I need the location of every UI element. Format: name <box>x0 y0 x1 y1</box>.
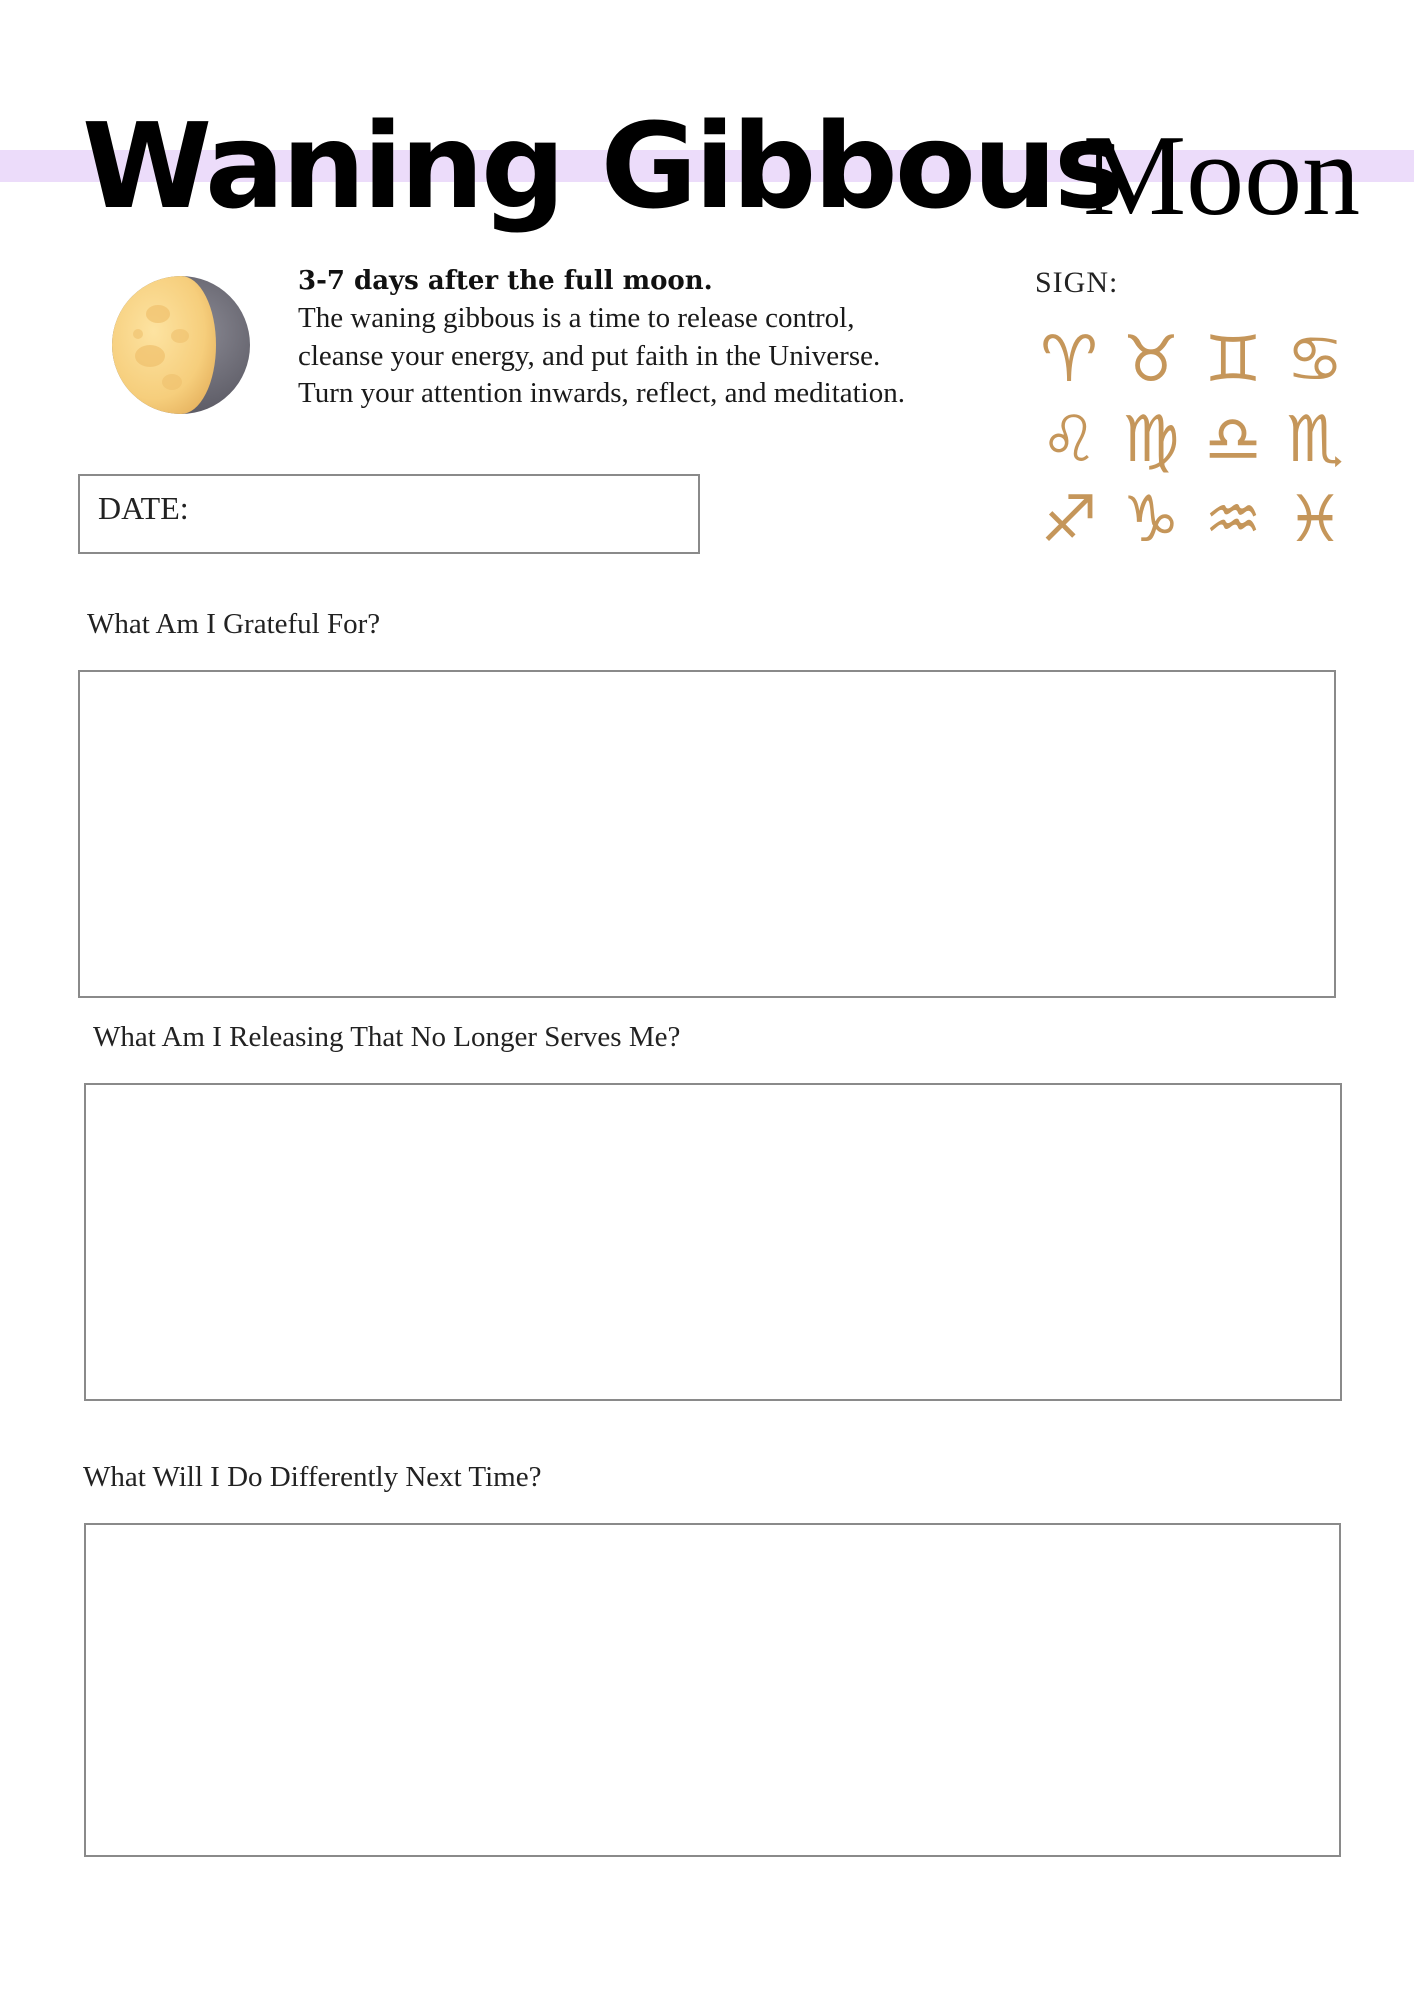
sagittarius-icon[interactable]: ♐ <box>1040 483 1098 557</box>
intro-heading: 3-7 days after the full moon. <box>298 266 713 296</box>
differently-answer-box[interactable] <box>84 1523 1341 1857</box>
capricorn-icon[interactable]: ♑ <box>1122 483 1180 557</box>
libra-icon[interactable]: ♎ <box>1204 403 1262 477</box>
date-field[interactable] <box>78 474 700 554</box>
cancer-icon[interactable]: ♋ <box>1286 323 1344 397</box>
page-title-bold: Waning Gibbous <box>82 97 1122 235</box>
virgo-icon[interactable]: ♍ <box>1122 403 1180 477</box>
date-label: DATE: <box>98 490 189 526</box>
aries-icon[interactable]: ♈ <box>1040 323 1098 397</box>
zodiac-symbol-grid <box>1028 320 1354 560</box>
differently-question-label: What Will I Do Differently Next Time? <box>83 1461 542 1493</box>
grateful-answer-box[interactable] <box>78 670 1336 998</box>
leo-icon[interactable]: ♌ <box>1040 403 1098 477</box>
scorpio-icon[interactable]: ♏ <box>1286 403 1344 477</box>
aquarius-icon[interactable]: ♒ <box>1204 483 1262 557</box>
intro-body: The waning gibbous is a time to release control, cleanse your energy, and put faith in the Universe. Turn your attention inwards, reflect, and meditation. <box>298 302 905 409</box>
releasing-question-label: What Am I Releasing That No Longer Serves Me? <box>93 1021 681 1053</box>
sign-label: SIGN: <box>1035 266 1119 299</box>
intro-text-block <box>298 262 938 413</box>
gemini-icon[interactable]: ♊ <box>1204 323 1262 397</box>
grateful-question-label: What Am I Grateful For? <box>87 608 381 640</box>
waning-gibbous-moon-icon <box>110 274 252 416</box>
releasing-answer-box[interactable] <box>84 1083 1342 1401</box>
page-title-light: Moon <box>1083 112 1361 240</box>
pisces-icon[interactable]: ♓ <box>1286 483 1344 557</box>
taurus-icon[interactable]: ♉ <box>1122 323 1180 397</box>
